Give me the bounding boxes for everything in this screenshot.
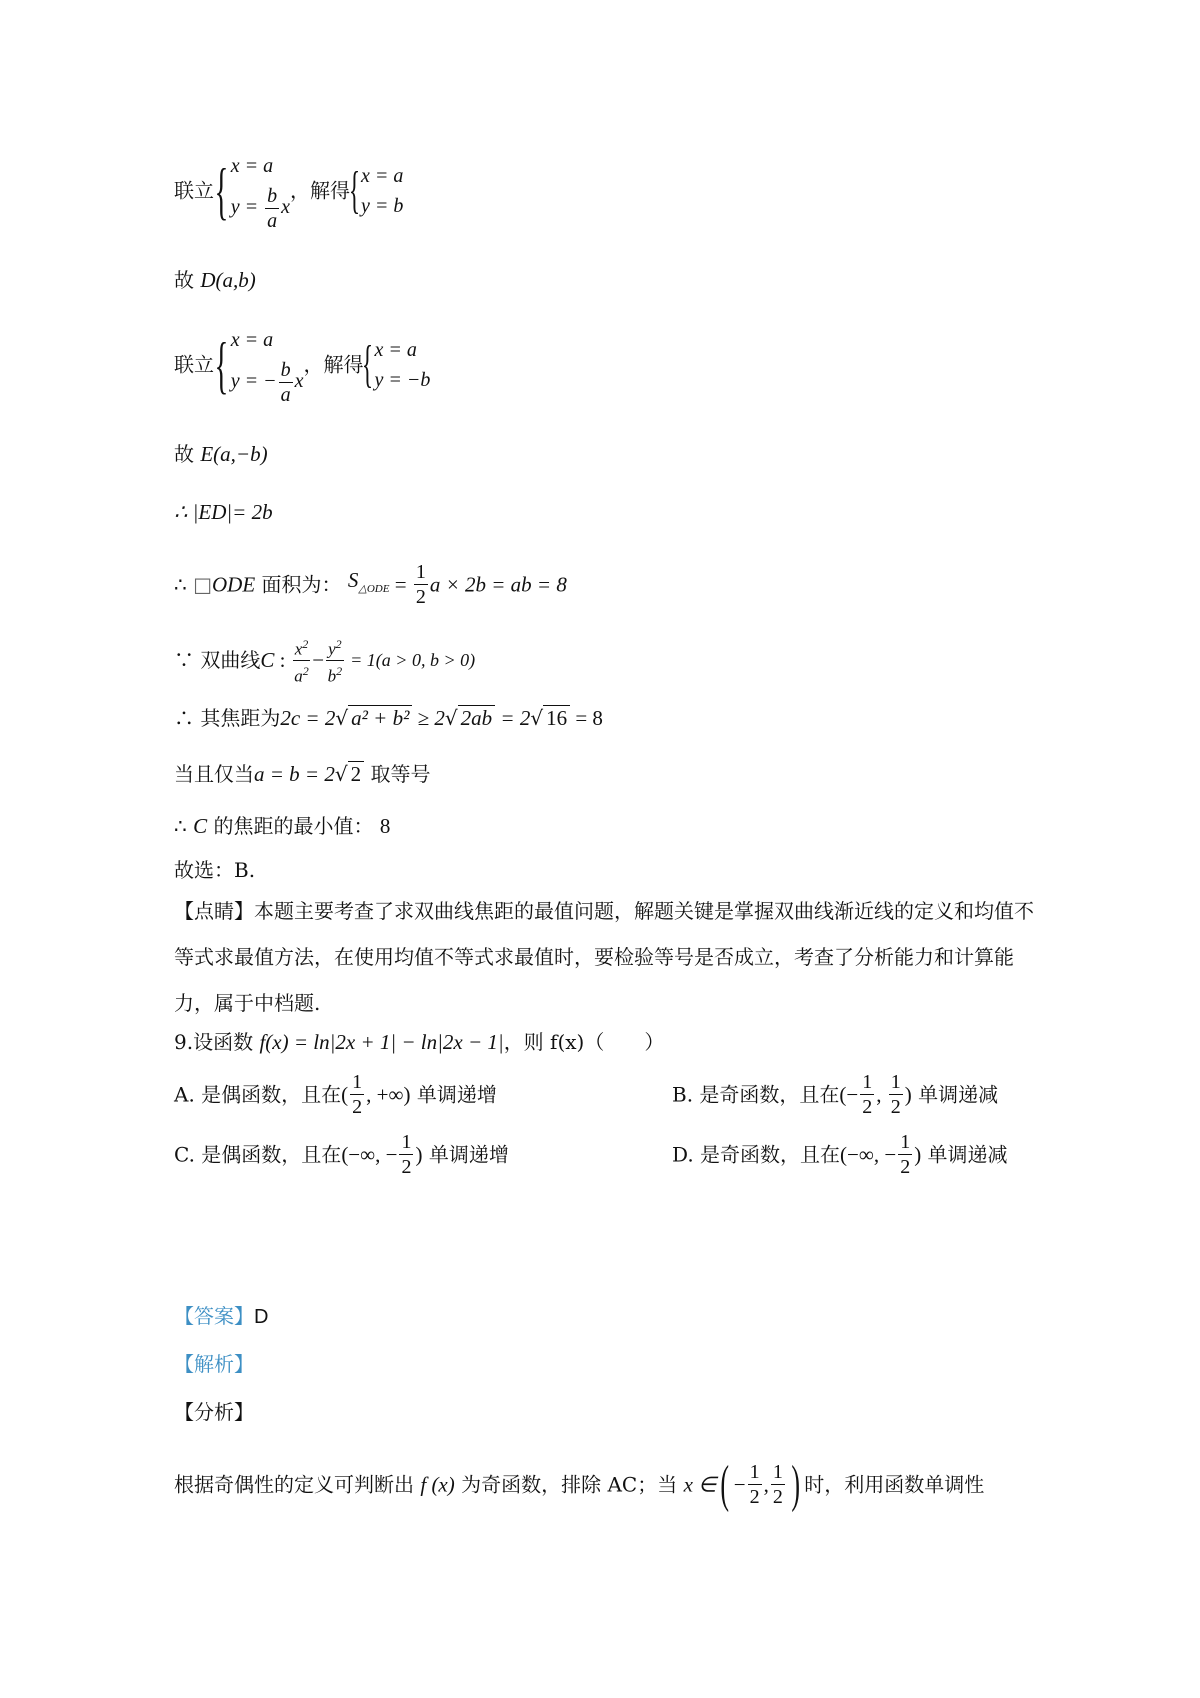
analysis-last-line: 根据奇偶性的定义可判断出 f (x) 为奇函数，排除 AC；当 x ∈( − $\frac{1}{2}$ , $\frac{1}{2}$ ) 时，利用函数单调性 bbox=[174, 1455, 985, 1513]
equality-line: 当且仅当a = b = 2√ 2 取等号 bbox=[174, 762, 431, 786]
system-line-1 bbox=[174, 148, 403, 233]
area-line: ∴ □ODE 面积为： $S_{\triangle ODE}$ = $\frac{1}{2}$ a × 2b = ab = 8 bbox=[174, 561, 567, 608]
label-lianli: 联立 bbox=[174, 178, 214, 203]
system-line-2: 联立{ x = a y = − $\frac{b}{a}$ x ，解得{ x = a y = −b bbox=[174, 322, 430, 407]
brace: { bbox=[362, 335, 374, 393]
equation-system: x = a y = − $\frac{b}{a}$ x bbox=[230, 329, 304, 406]
choice-line: 故选：B. bbox=[174, 858, 256, 882]
hyperbola-line: ∵ 双曲线C : $\frac{x^2}{a^2}$ − $\frac{y^2}{b^2}$ = 1(a > 0, b > 0) bbox=[174, 634, 475, 686]
focal-line: ∴ 其焦距为2c = 2√ a² + b² ≥ 2√ 2ab = 2√ 16 = 8 bbox=[174, 706, 603, 730]
minimum-line: ∴ C 的焦距的最小值： 8 bbox=[174, 814, 391, 838]
eq-row: x = a bbox=[230, 155, 274, 177]
option-a[interactable]: A. 是偶函数，且在( $\frac{1}{2}$ , +∞) 单调递增 bbox=[174, 1071, 497, 1118]
point-e-line: 故 E(a,−b) bbox=[174, 442, 268, 466]
equation-system bbox=[231, 148, 290, 233]
eq-row: y = $\frac{b}{a}$ x bbox=[230, 185, 290, 232]
comment-paragraph: 【点睛】本题主要考查了求双曲线焦距的最值问题，解题关键是掌握双曲线渐近线的定义和均值不等式求最值方法，在使用均值不等式求最值时，要检验等号是否成立，考查了分析能力和计算能力，属于中档题. bbox=[174, 899, 1034, 1015]
option-d[interactable]: D. 是奇函数，且在(−∞, − $\frac{1}{2}$ ) 单调递减 bbox=[672, 1131, 1008, 1178]
ed-length-line: ∴ |ED|= 2b bbox=[174, 500, 273, 524]
brace: { bbox=[214, 328, 229, 400]
option-b[interactable]: B. 是奇函数，且在(− $\frac{1}{2}$ , $\frac{1}{2}$ ) 单调递减 bbox=[672, 1071, 999, 1118]
analysis-tag-line: 【解析】 bbox=[174, 1352, 254, 1376]
brace: { bbox=[214, 154, 229, 226]
option-c[interactable]: C. 是偶函数，且在(−∞, − $\frac{1}{2}$ ) 单调递增 bbox=[174, 1131, 509, 1178]
point-d-line: 故 D(a,b) bbox=[174, 268, 256, 292]
label-jiede: ，解得 bbox=[289, 178, 350, 203]
answer-line bbox=[174, 1302, 268, 1331]
question-stem: 9.设函数 f(x) = ln|2x + 1| − ln|2x − 1|，则 f(x)（ ） bbox=[174, 1030, 665, 1054]
answer-tag: 【答案】 bbox=[174, 1304, 254, 1328]
answer-value: D bbox=[254, 1306, 269, 1328]
solution-system: x = a y = b bbox=[360, 164, 404, 217]
fenxi-tag-line: 【分析】 bbox=[174, 1400, 254, 1424]
solution-system: x = a y = −b bbox=[374, 338, 431, 391]
brace: { bbox=[348, 161, 361, 219]
